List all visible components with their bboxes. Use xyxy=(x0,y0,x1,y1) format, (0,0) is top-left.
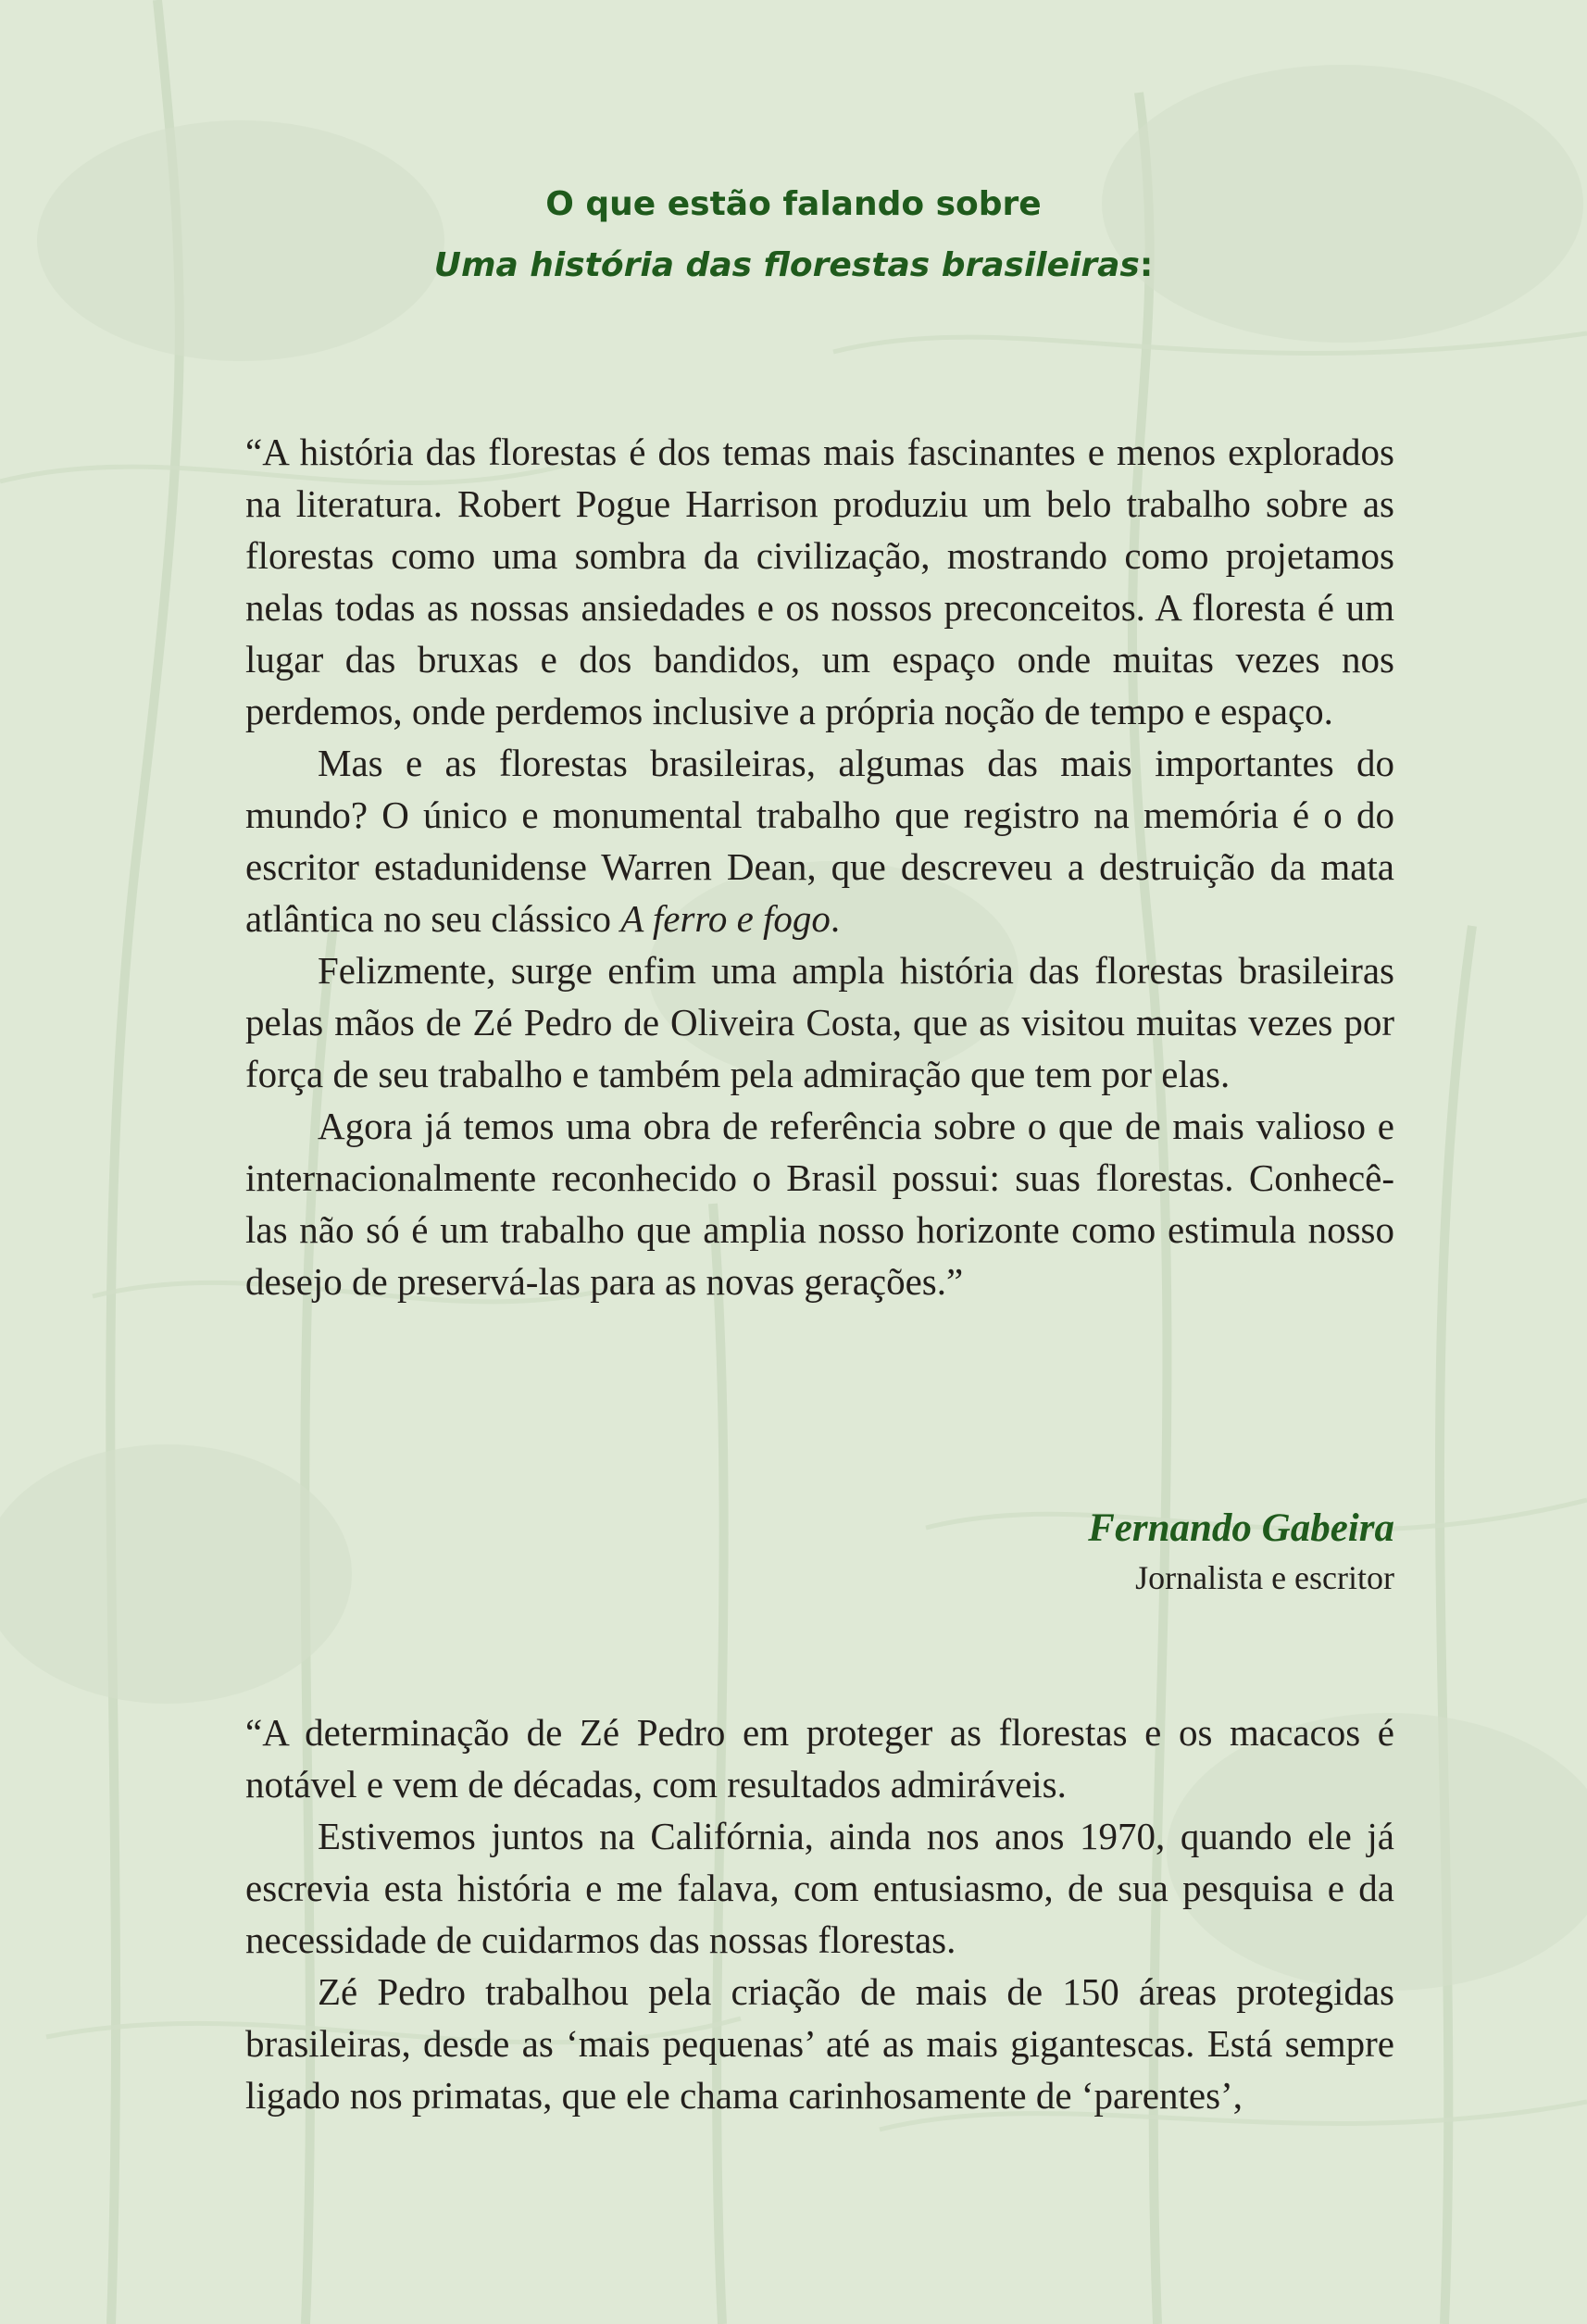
testimonial-second xyxy=(245,1706,1394,2121)
cited-book-title: A ferro e fogo xyxy=(620,897,831,940)
author-role: Jornalista e escritor xyxy=(1135,1559,1394,1596)
heading-line-2 xyxy=(0,235,1587,296)
paragraph-text: Mas e as florestas brasileiras, algumas das mais importantes do mundo? O único e monumental trabalho que registro na memória é o do escritor estadunidense Warren Dean, que descreveu a destruição da mata atlântica no seu clássico xyxy=(245,742,1394,940)
paragraph: “A determinação de Zé Pedro em proteger as florestas e os macacos é notável e vem de décadas, com resultados admiráveis. xyxy=(245,1711,1394,1805)
paragraph: Estivemos juntos na Califórnia, ainda nos anos 1970, quando ele já escrevia esta história e me falava, com entusiasmo, de sua pesquisa e da necessidade de cuidarmos das nossas florestas. xyxy=(245,1815,1394,1961)
author-name: Fernando Gabeira xyxy=(1088,1506,1394,1550)
paragraph: “A história das florestas é dos temas mais fascinantes e menos explorados na literatura. Robert Pogue Harrison produziu um belo trabalho sobre as florestas como uma sombra da civilização, mostrando como projetamos nelas todas as nossas ansiedades e os nossos preconceitos. A floresta é um lugar das bruxas e dos bandidos, um espaço onde muitas vezes nos perdemos, onde perdemos inclusive a própria noção de tempo e espaço. xyxy=(245,431,1394,732)
paragraph: Agora já temos uma obra de referência sobre o que de mais valioso e internacionalmente reconhecido o Brasil possui: suas florestas. Conhecê-las não só é um trabalho que amplia nosso horizonte como estimula nosso desejo de preservá-las para as novas gerações.” xyxy=(245,1105,1394,1303)
attribution xyxy=(1088,1503,1394,1601)
paragraph: Felizmente, surge enfim uma ampla história das florestas brasileiras pelas mãos de Zé Pedro de Oliveira Costa, que as visitou muitas vezes por força de seu trabalho e também pela admiração que tem por elas. xyxy=(245,949,1394,1095)
heading-colon: : xyxy=(1139,246,1154,284)
paragraph-text: . xyxy=(830,897,841,940)
paragraph xyxy=(245,737,1394,944)
page-heading xyxy=(0,174,1587,296)
testimonial-gabeira xyxy=(245,426,1394,1307)
paragraph: Zé Pedro trabalhou pela criação de mais de 150 áreas protegidas brasileiras, desde as ‘mais pequenas’ até as mais gigantescas. Está sempre ligado nos primatas, que ele chama carinhosamente de ‘parentes’, xyxy=(245,1970,1394,2117)
book-title: Uma história das florestas brasileiras xyxy=(433,246,1140,284)
heading-line-1: O que estão falando sobre xyxy=(545,185,1042,223)
